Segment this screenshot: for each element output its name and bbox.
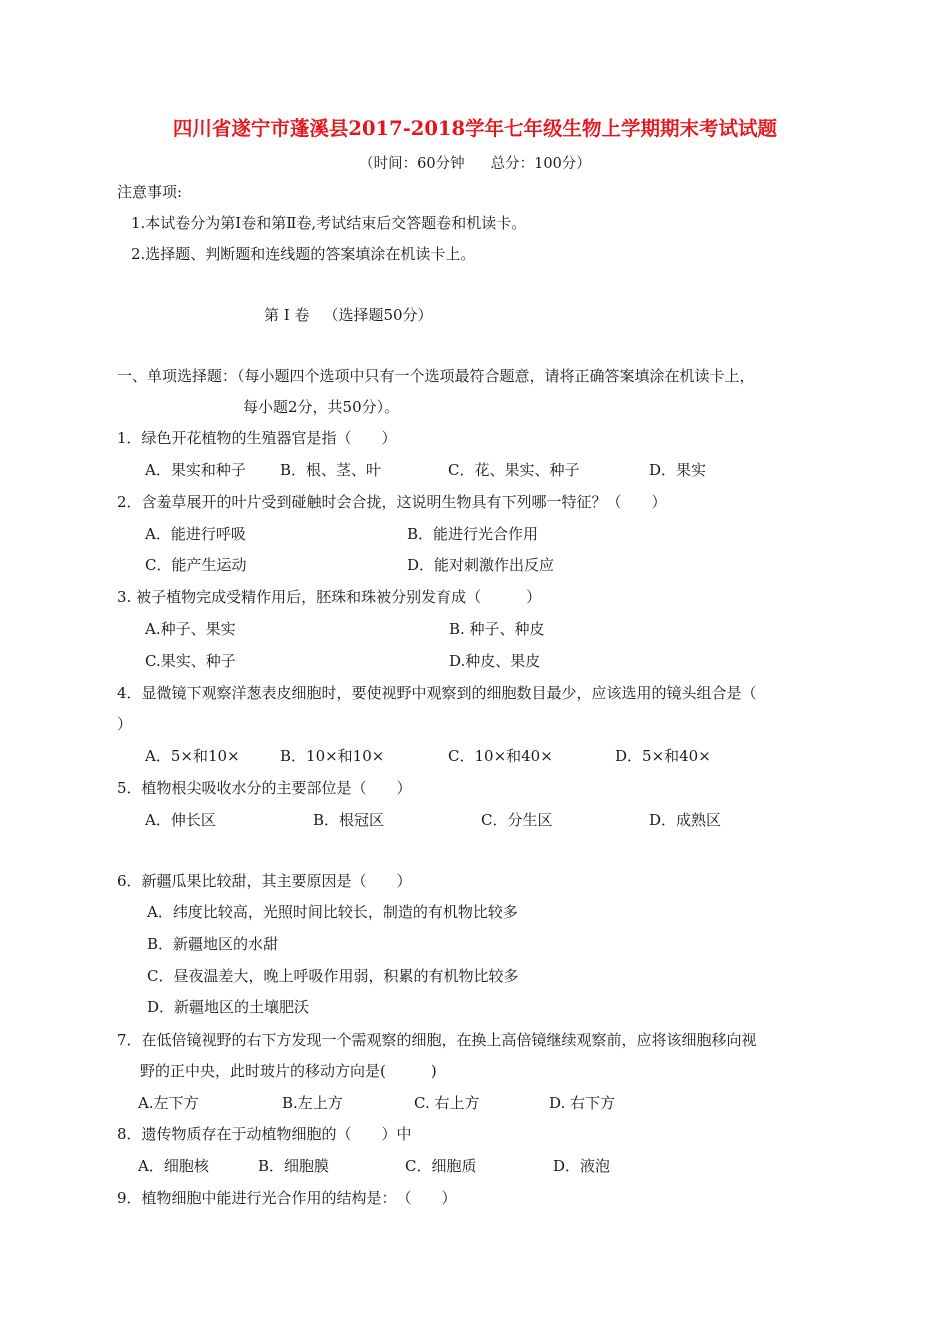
option-b: B. 种子、种皮 [449, 620, 545, 638]
option-a: A．细胞核 [138, 1157, 209, 1175]
option-a: A.种子、果实 [145, 620, 236, 638]
question-6-option-c: C．昼夜温差大，晚上呼吸作用弱，积累的有机物比较多 [147, 967, 519, 985]
part1-label: 第 Ⅰ 卷 [264, 306, 310, 324]
option-d: D．能对刺激作出反应 [407, 556, 555, 574]
notice-heading: 注意事项: [117, 183, 183, 201]
option-c: C．细胞质 [405, 1157, 477, 1175]
exam-title: 四川省遂宁市蓬溪县2017-2018学年七年级生物上学期期末考试试题 [172, 117, 778, 140]
exam-time: （时间：60分钟 [359, 156, 465, 172]
option-b: B．根、茎、叶 [280, 461, 382, 479]
question-6-option-d: D．新疆地区的土壤肥沃 [147, 998, 310, 1016]
option-d: D．液泡 [553, 1157, 611, 1175]
notice-item-2: 2.选择题、判断题和连线题的答案填涂在机读卡上。 [131, 245, 476, 263]
exam-score: 总分：100分） [490, 156, 591, 172]
question-8-stem: 8．遗传物质存在于动植物细胞的（ ）中 [117, 1125, 412, 1143]
option-a: A.左下方 [138, 1094, 199, 1112]
option-d: D.种皮、果皮 [449, 652, 541, 670]
question-1-stem: 1．绿色开花植物的生殖器官是指（ ） [117, 429, 397, 447]
option-d: D. 右下方 [549, 1094, 616, 1112]
question-6-stem: 6．新疆瓜果比较甜，其主要原因是（ ） [117, 872, 412, 890]
question-6-option-b: B．新疆地区的水甜 [147, 935, 279, 953]
option-d: D．成熟区 [649, 811, 722, 829]
section1-line1: 一、单项选择题：（每小题四个选项中只有一个选项最符合题意，请将正确答案填涂在机读卡上， [117, 367, 755, 385]
question-2-stem: 2．含羞草展开的叶片受到碰触时会合拢，这说明生物具有下列哪一特征？（ ） [117, 493, 667, 511]
option-b: B．能进行光合作用 [407, 525, 539, 543]
question-3-stem: 3. 被子植物完成受精作用后，胚珠和珠被分别发育成（ ） [117, 588, 542, 606]
part1-title [264, 305, 433, 325]
question-5-stem: 5．植物根尖吸收水分的主要部位是（ ） [117, 779, 412, 797]
option-d: D．果实 [649, 461, 707, 479]
option-b: B．10×和10× [280, 747, 385, 765]
option-c: C. 右上方 [414, 1094, 480, 1112]
option-a: A．能进行呼吸 [145, 525, 246, 543]
option-a: A．伸长区 [145, 811, 216, 829]
option-c: C.果实、种子 [145, 652, 236, 670]
option-c: C．10×和40× [448, 747, 553, 765]
question-9-stem: 9．植物细胞中能进行光合作用的结构是： （ ） [117, 1189, 457, 1207]
option-c: C．能产生运动 [145, 556, 247, 574]
part1-desc: （选择题50分） [323, 306, 433, 324]
section1-line2: 每小题2分，共50分）。 [243, 398, 400, 416]
question-7-stem-cont: 野的正中央，此时玻片的移动方向是( ) [140, 1062, 437, 1080]
option-b: B.左上方 [282, 1094, 343, 1112]
option-b: B．细胞膜 [258, 1157, 330, 1175]
question-6-option-a: A．纬度比较高，光照时间比较长，制造的有机物比较多 [147, 903, 518, 921]
option-c: C．分生区 [481, 811, 553, 829]
option-c: C．花、果实、种子 [448, 461, 580, 479]
option-a: A．5×和10× [145, 747, 240, 765]
notice-item-1: 1.本试卷分为第Ⅰ卷和第Ⅱ卷,考试结束后交答题卷和机读卡。 [131, 214, 527, 232]
option-b: B．根冠区 [313, 811, 385, 829]
option-d: D．5×和40× [615, 747, 711, 765]
question-4-stem-cont: ） [117, 715, 133, 733]
option-a: A．果实和种子 [145, 461, 246, 479]
exam-subtitle [0, 152, 950, 173]
question-7-stem: 7．在低倍镜视野的右下方发现一个需观察的细胞，在换上高倍镜继续观察前，应将该细胞移向视 [117, 1031, 757, 1049]
question-4-stem: 4．显微镜下观察洋葱表皮细胞时，要使视野中观察到的细胞数目最少，应该选用的镜头组合是（ [117, 684, 757, 702]
